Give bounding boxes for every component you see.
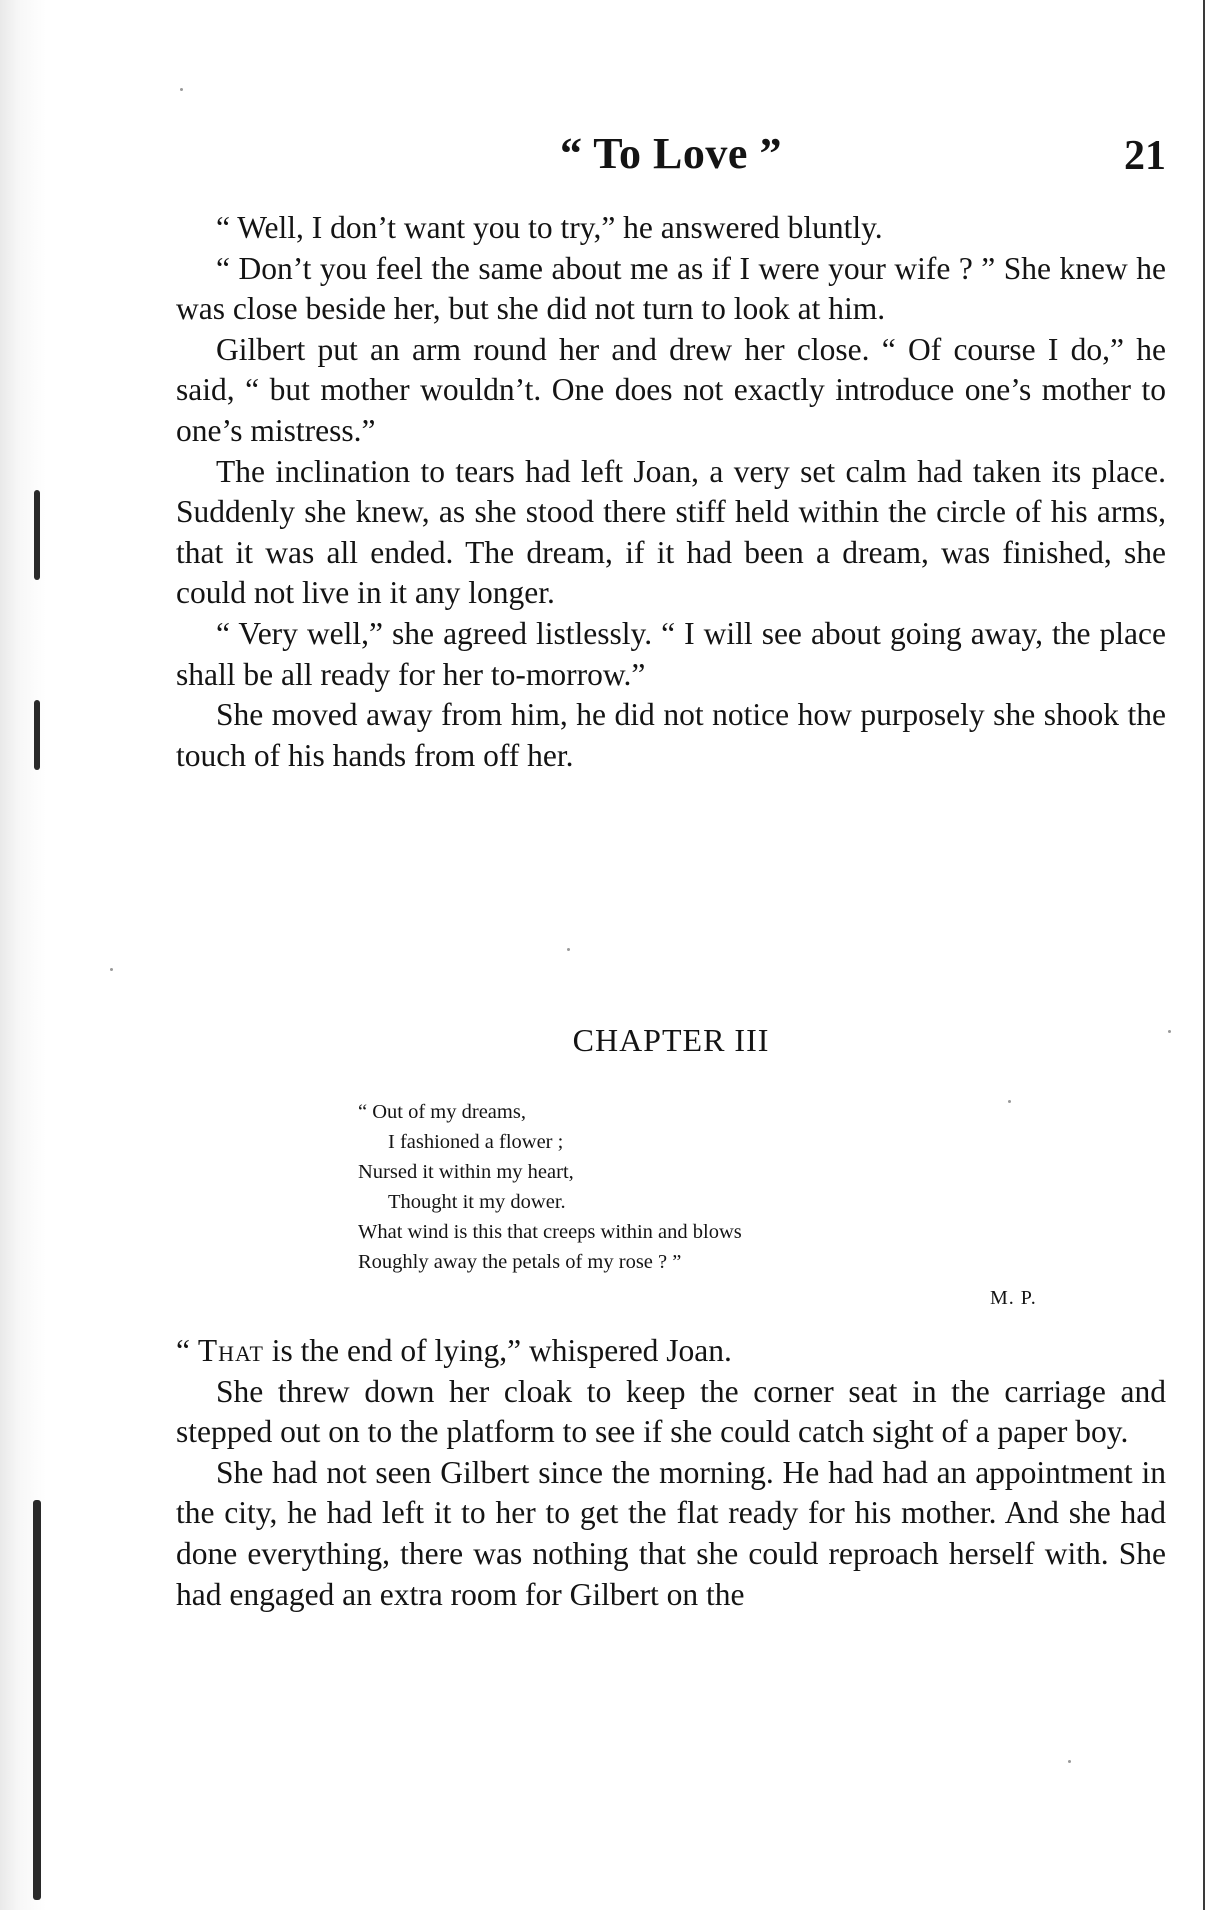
running-title: “ To Love ” [560,129,782,178]
paper-speck [1068,1760,1071,1763]
running-head [176,128,1166,188]
paragraph: “ Don’t you feel the same about me as if I were your wife ? ” She knew he was close beside her, but she did not turn to look at him. [176,250,1166,327]
paper-speck [110,968,113,971]
opening-rest: is the end of lying,” whispered Joan. [263,1333,732,1368]
paper-speck [1168,1030,1171,1033]
opening-small-caps: That [197,1333,264,1368]
chapter-heading: CHAPTER III [572,1022,770,1058]
epigraph-line: I fashioned a flower ; [388,1131,564,1153]
epigraph-line: Roughly away the petals of my rose ? ” [358,1251,682,1273]
opening-quote: “ [176,1333,198,1368]
epigraph-line: Thought it my dower. [388,1191,566,1213]
paragraph: She threw down her cloak to keep the corner seat in the carriage and stepped out on to the platform to see if she could catch sight of a paper boy. [176,1373,1166,1450]
epigraph-line: What wind is this that creeps within and blows [358,1221,742,1243]
paragraph: Gilbert put an arm round her and drew her close. “ Of course I do,” he said, “ but mother wouldn’t. One does not exactly introduce one’s mother to one’s mistress.” [176,331,1166,448]
paper-speck [567,948,570,951]
paragraph: She moved away from him, he did not notice how purposely she shook the touch of his hands from off her. [176,697,1166,773]
paragraph: “ Well, I don’t want you to try,” he answered bluntly. [216,210,883,245]
epigraph-line: Nursed it within my heart, [358,1161,574,1183]
epigraph-line: “ Out of my dreams, [358,1101,526,1123]
paper-speck [180,88,183,91]
paper-speck [1008,1100,1011,1103]
page-number: 21 [1124,133,1166,179]
paragraph: She had not seen Gilbert since the morning. He had had an appointment in the city, he had left it to her to get the flat ready for his mother. And she had done everything, there was nothing that she could reproach herself with. She had engaged an extra room for Gilbert on the [176,1454,1166,1612]
paragraph: The inclination to tears had left Joan, a very set calm had taken its place. Suddenly she knew, as she stood there stiff held within the circle of his arms, that it was all ended. The dream, if it had been a dream, was finished, she could not live in it any longer. [176,453,1166,611]
binding-gutter [0,0,46,1910]
page-edge-line [1203,0,1205,1910]
gutter-shadow-mark [34,700,40,770]
epigraph-author: M. P. [990,1287,1037,1309]
chapter-opening-paragraph [176,1331,1166,1372]
paragraph: “ Very well,” she agreed listlessly. “ I will see about going away, the place shall be all ready for her to-morrow.” [176,615,1166,692]
epigraph [358,1097,998,1277]
gutter-shadow-mark [34,490,40,580]
text-block-bottom [176,1331,1166,1615]
gutter-shadow-mark [33,1500,41,1900]
text-block-top [176,208,1166,776]
